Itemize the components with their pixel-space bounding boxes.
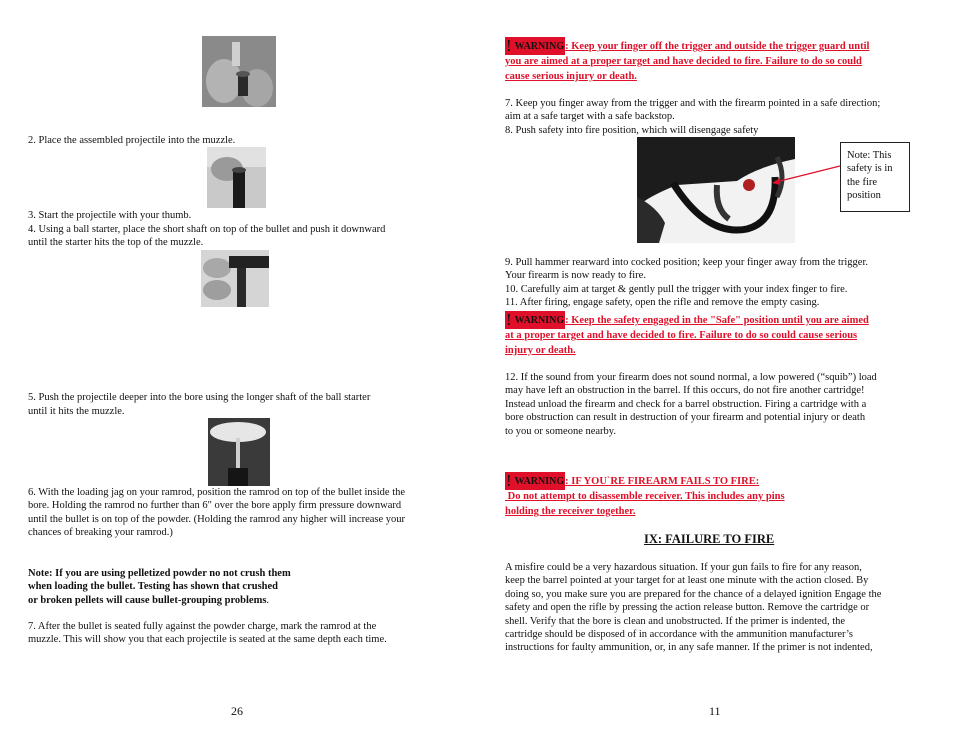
step-9-line-1: 9. Pull hammer rearward into cocked position; keep your finger away from the trigger.	[505, 257, 869, 268]
step-5-line-1: 5. Push the projectile deeper into the bore using the longer shaft of the ball starter	[28, 392, 371, 403]
pelletized-powder-note	[28, 567, 458, 607]
step-12-paragraph	[505, 371, 935, 438]
warning-text: : IF YOU`RE FIREARM FAILS TO FIRE:	[565, 476, 760, 487]
step-6-line: 6. With the loading jag on your ramrod, position the ramrod on top of the bullet inside the	[28, 487, 406, 498]
misfire-line: A misfire could be a very hazardous situation. If your gun fails to fire for any reason,	[505, 562, 862, 573]
step-12-line: to you or someone nearby.	[505, 425, 616, 437]
warning-exclamation-icon: !	[506, 36, 512, 55]
misfire-line: doing so, you make sure you are prepared for the chance of a delayed ignition Engage the	[505, 588, 882, 600]
note-line: when loading the bullet. Testing has shown that crushed	[28, 581, 279, 593]
step-4-line-1: 4. Using a ball starter, place the short shaft on top of the bullet and push it downward	[28, 224, 386, 235]
step-12-line: Instead unload the firearm and check for a barrel obstruction. Firing a cartridge with a	[505, 398, 867, 410]
step-6-line: chances of breaking your ramrod.)	[28, 527, 173, 539]
misfire-line: cartridge should be disposed of in accordance with the ammunition manufacturer’s	[505, 629, 853, 641]
step-7-line-1: 7. After the bullet is seated fully against the powder charge, mark the ramrod at the	[28, 621, 377, 632]
photo-trigger-safety-illustration	[637, 137, 795, 243]
page-number-right: 11	[709, 704, 721, 718]
step-5-line-2: until it hits the muzzle.	[28, 406, 125, 417]
misfire-line: shell. Verify that the bore is clean and unobstructed. If the primer is indented, the	[505, 615, 846, 627]
step-7-paragraph	[28, 620, 458, 647]
warning-block-failure	[505, 472, 935, 519]
misfire-paragraph	[505, 561, 935, 655]
step-6-line: bore. Holding the ramrod no further than 6" over the bore apply firm pressure downward	[28, 500, 402, 512]
step-12-line: bore obstruction can result in destruction of your firearm and potential injury or death	[505, 412, 866, 424]
photo-ball-starter-illustration	[201, 250, 269, 307]
misfire-line: instructions for faulty ammunition, or, in any safe manner. If the primer is not indented,	[505, 642, 873, 654]
step-9-line-2: Your firearm is now ready to fire.	[505, 270, 646, 282]
note-line: Note: If you are using pelletized powder no not crush them	[28, 568, 291, 579]
note-line-end: .	[266, 594, 270, 606]
step-12-line: 12. If the sound from your firearm does not sound normal, a low powered (“squib”) load	[505, 372, 877, 383]
callout-arrow	[770, 160, 842, 190]
warning-text-line: at a proper target and have decided to fire. Failure to do so could cause serious	[505, 330, 858, 341]
warning-text-line: cause serious injury or death.	[505, 70, 637, 82]
right-step-7-line-2: aim at a safe target with a safe backstop.	[505, 111, 675, 123]
warning-text: : Keep the safety engaged in the "Safe" position until you are aimed	[565, 315, 869, 326]
section-heading-failure-to-fire: IX: FAILURE TO FIRE	[644, 532, 775, 546]
warning-badge	[505, 311, 565, 329]
warning-exclamation-icon: !	[506, 471, 512, 490]
warning-badge	[505, 472, 565, 490]
photo-projectile-in-muzzle	[207, 147, 266, 208]
callout-line: the fire	[847, 176, 878, 188]
step-2-text: 2. Place the assembled projectile into the muzzle.	[28, 135, 236, 146]
steps-7-8	[505, 97, 935, 137]
warning-label: WARNING	[514, 476, 565, 487]
warning-text-line: you are aimed at a proper target and have decided to fire. Failure to do so could	[505, 56, 862, 67]
right-step-8: 8. Push safety into fire position, which will disengage safety	[505, 124, 759, 136]
note-line: or broken pellets will cause bullet-grouping problems	[28, 594, 267, 606]
warning-badge	[505, 37, 565, 55]
photo-projectile-in-muzzle-illustration	[207, 147, 266, 208]
steps-9-11	[505, 256, 935, 310]
warning-block-safety	[505, 311, 935, 358]
step-6-paragraph	[28, 486, 458, 540]
step-7-line-2: muzzle. This will show you that each projectile is seated at the same depth each time.	[28, 634, 387, 646]
warning-block-trigger	[505, 37, 935, 84]
photo-projectile-assembly	[202, 36, 276, 107]
warning-label: WARNING	[514, 315, 565, 326]
callout-line: position	[847, 190, 881, 202]
callout-line: safety is in	[847, 163, 893, 175]
step-6-line: until the bullet is on top of the powder. (Holding the ramrod any higher will increase your	[28, 513, 406, 525]
step-12-line: may have left an obstruction in the barrel. If this occurs, do not fire another cartridge!	[505, 385, 865, 397]
safety-callout-box	[840, 142, 910, 212]
warning-text-line: holding the receiver together.	[505, 505, 636, 517]
photo-ramrod-illustration	[208, 418, 270, 486]
warning-text-line: Do not attempt to disassemble receiver. This includes any pins	[505, 491, 785, 502]
step-3-text: 3. Start the projectile with your thumb.	[28, 210, 192, 221]
page-number-left: 26	[231, 704, 243, 718]
photo-ball-starter	[201, 250, 269, 307]
callout-line: Note: This	[847, 150, 892, 161]
warning-label: WARNING	[514, 41, 565, 52]
step-11: 11. After firing, engage safety, open the rifle and remove the empty casing.	[505, 297, 820, 309]
warning-exclamation-icon: !	[506, 310, 512, 329]
right-step-7-line-1: 7. Keep you finger away from the trigger and with the firearm pointed in a safe direction;	[505, 98, 881, 109]
photo-trigger-safety	[637, 137, 795, 243]
step-4-line-2: until the starter hits the top of the muzzle.	[28, 237, 204, 248]
step-10: 10. Carefully aim at target & gently pull the trigger with your index finger to fire.	[505, 283, 848, 295]
misfire-line: keep the barrel pointed at your target for at least one minute with the action closed. By	[505, 575, 869, 587]
photo-ramrod	[208, 418, 270, 486]
misfire-line: safety and open the rifle by pressing the action release button. Remove the cartridge or	[505, 602, 870, 614]
warning-text: : Keep your finger off the trigger and outside the trigger guard until	[565, 41, 870, 52]
warning-text-line: injury or death.	[505, 344, 576, 356]
photo-projectile-assembly-illustration	[202, 36, 276, 107]
